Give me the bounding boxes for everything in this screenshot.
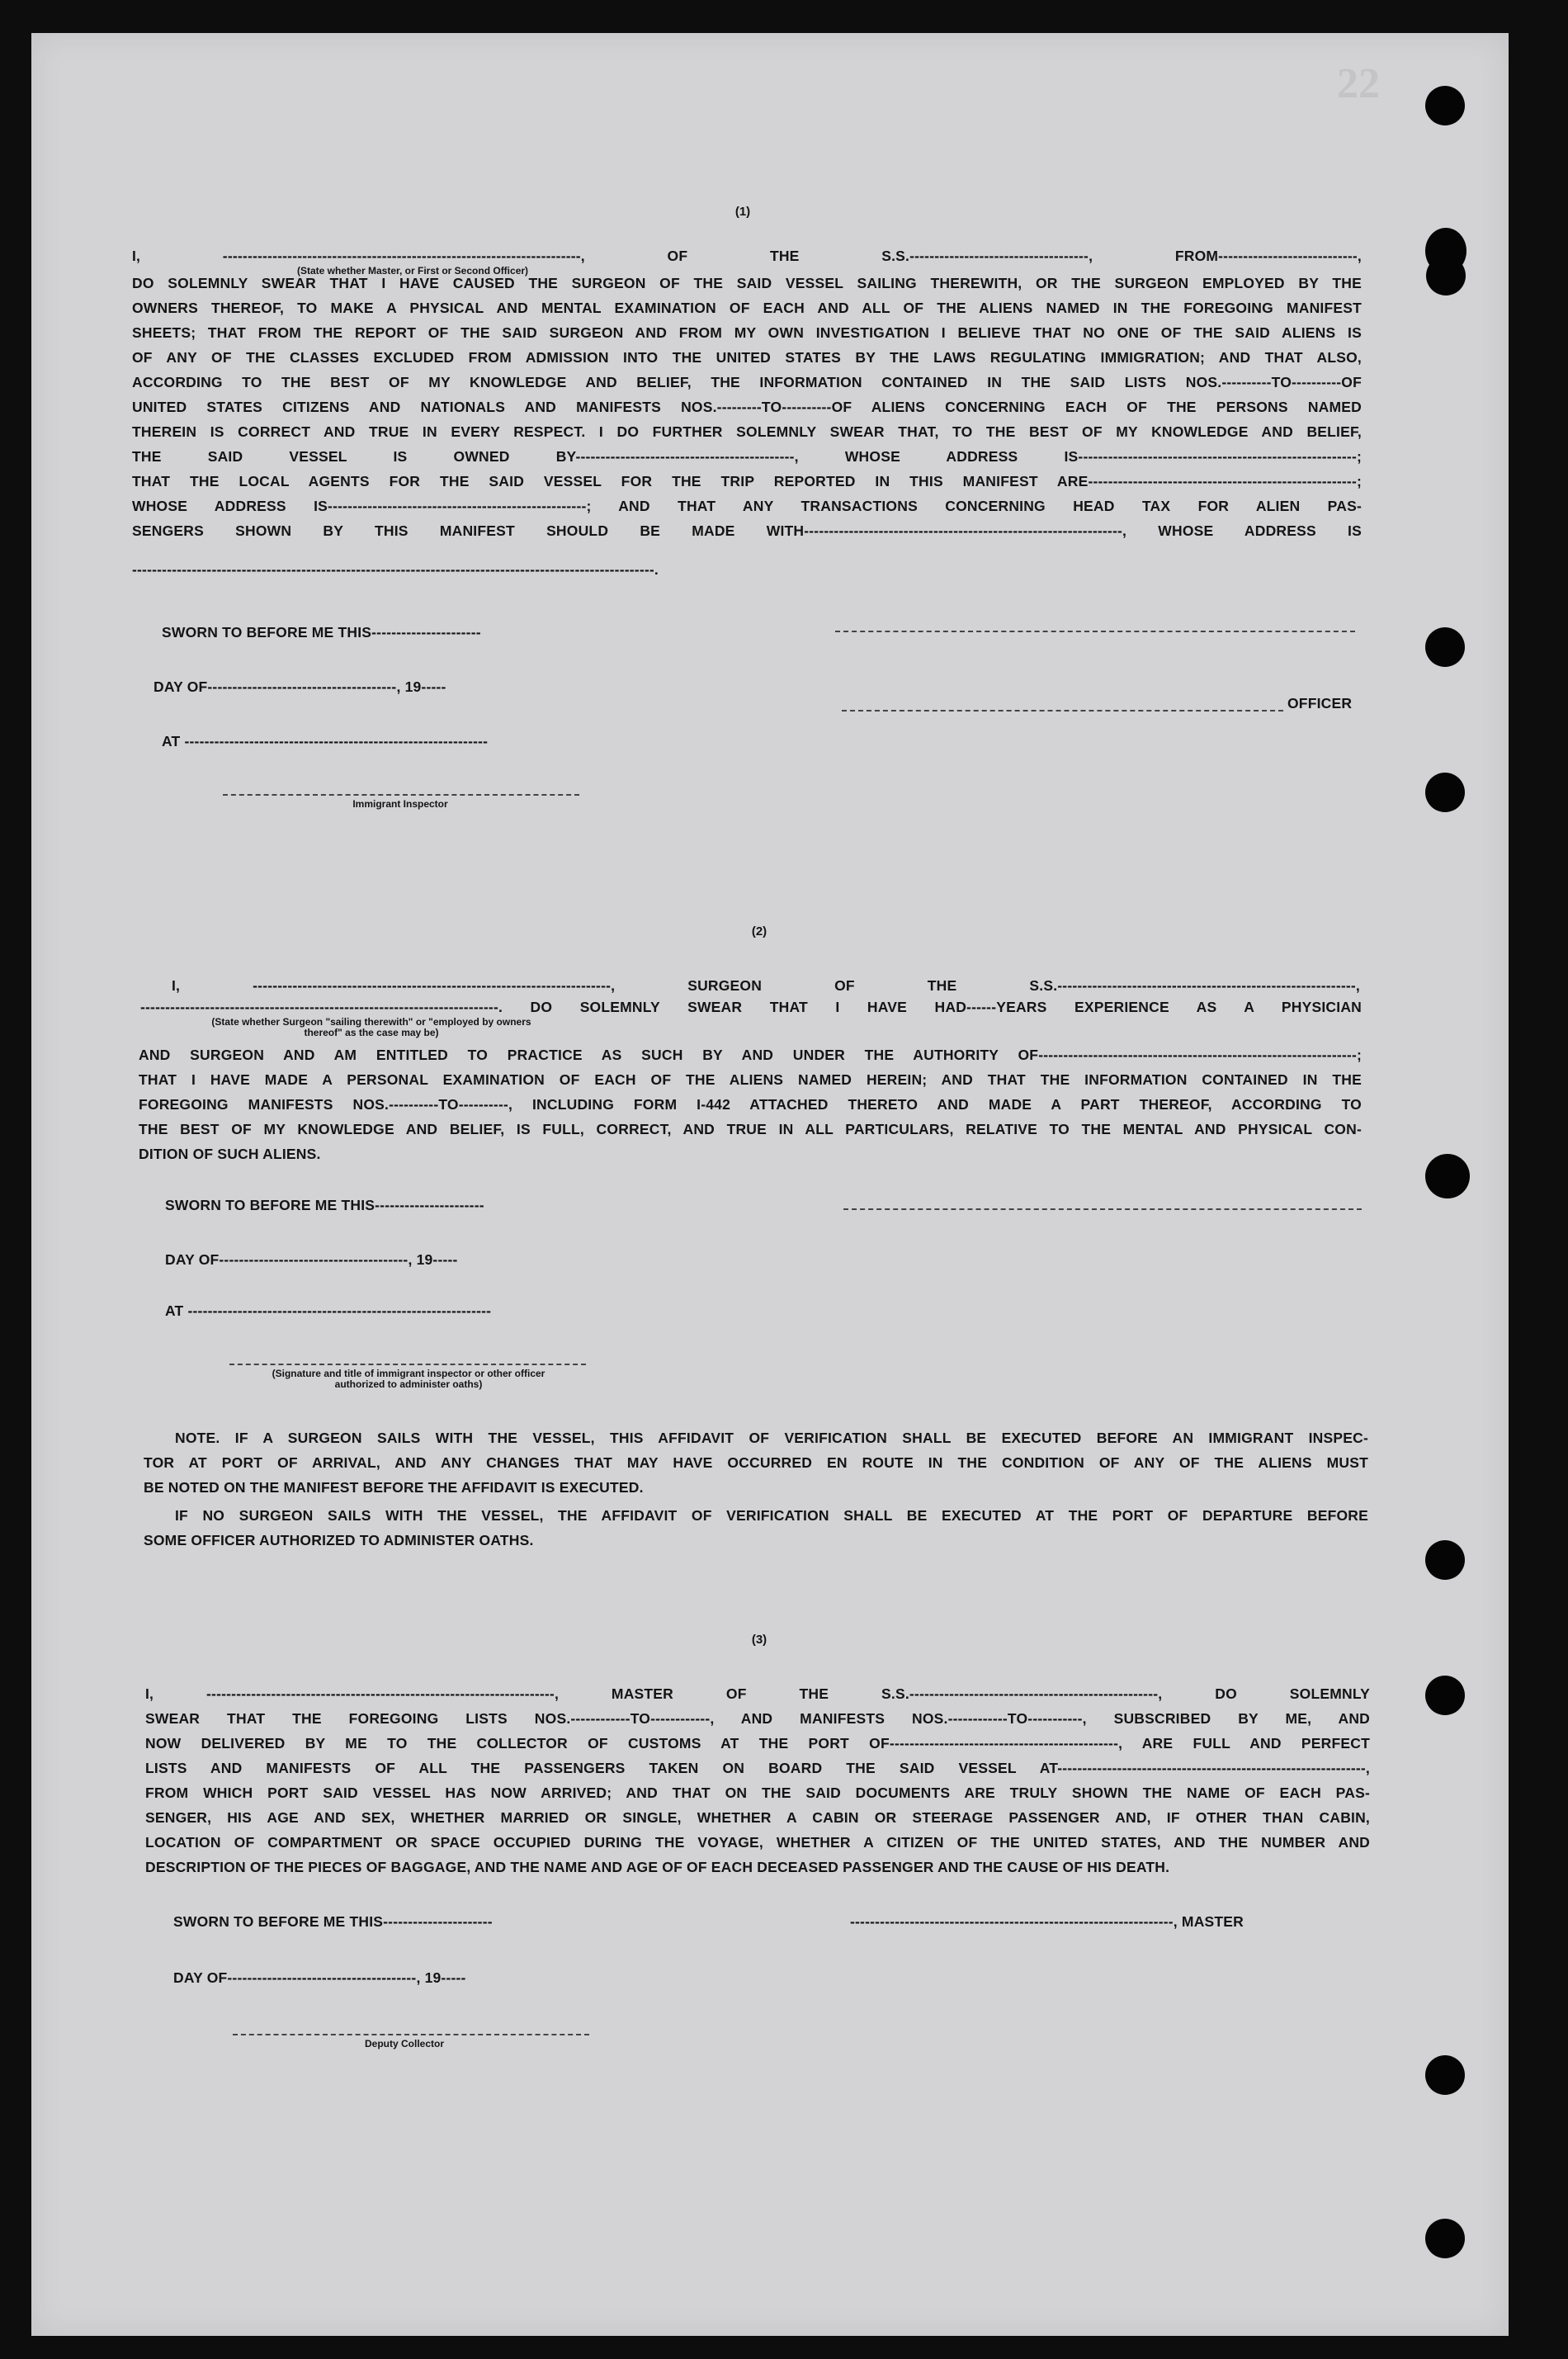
section-2-note-last-line: SOME OFFICER AUTHORIZED TO ADMINISTER OATHS.	[144, 1532, 534, 1548]
section-2-body-line: THE BEST OF MY KNOWLEDGE AND BELIEF, IS FULL, CORRECT, AND TRUE IN ALL PARTICULARS, RELATIVE TO THE MENTAL AND PHYSICAL CON-	[139, 1121, 1362, 1137]
section-3-collector-signature-line	[233, 2034, 589, 2035]
section-3-body-line: SENGER, HIS AGE AND SEX, WHETHER MARRIED OR SINGLE, WHETHER A CABIN OR STEERAGE PASSENGER AND, IF OTHER THAN CABIN,	[145, 1809, 1370, 1826]
section-1-officer-signature-line	[835, 631, 1355, 632]
binder-hole-icon	[1425, 1154, 1470, 1198]
section-3-sworn: SWORN TO BEFORE ME THIS----------------------	[173, 1913, 493, 1930]
section-1-officer-label: OFFICER	[1287, 695, 1353, 711]
section-2-surgeon-note: (State whether Surgeon "sailing therewith" or "employed by owners thereof" as the case may be)	[211, 1016, 531, 1038]
section-1-body-line: THE SAID VESSEL IS OWNED BY--------------------------------------------, WHOSE ADDRESS IS--------------------------------------------------------;	[132, 448, 1362, 465]
section-2-surgeon-signature-line	[843, 1208, 1362, 1210]
section-1-body-line: SENGERS SHOWN BY THIS MANIFEST SHOULD BE MADE WITH----------------------------------------------------------------, WHOSE ADDRESS IS	[132, 522, 1362, 539]
section-2-at: AT -------------------------------------------------------------	[165, 1302, 492, 1319]
section-2-inspector-signature-line	[229, 1364, 586, 1365]
section-1-body-line: OF ANY OF THE CLASSES EXCLUDED FROM ADMISSION INTO THE UNITED STATES BY THE LAWS REGULATING IMMIGRATION; AND THAT ALSO,	[132, 349, 1362, 366]
binder-hole-icon	[1426, 256, 1466, 295]
section-1-body-line: SHEETS; THAT FROM THE REPORT OF THE SAID SURGEON AND FROM MY OWN INVESTIGATION I BELIEVE THAT NO ONE OF THE SAID ALIENS IS	[132, 324, 1362, 341]
binder-hole-icon	[1425, 1540, 1465, 1580]
section-2-note-line: TOR AT PORT OF ARRIVAL, AND ANY CHANGES THAT MAY HAVE OCCURRED EN ROUTE IN THE CONDITION OF ANY OF THE ALIENS MUST	[144, 1454, 1368, 1471]
section-2-last-line: DITION OF SUCH ALIENS.	[139, 1146, 321, 1162]
section-1-sworn: SWORN TO BEFORE ME THIS----------------------	[162, 624, 481, 641]
section-3-day: DAY OF--------------------------------------, 19-----	[173, 1969, 466, 1986]
section-3-body-line: SWEAR THAT THE FOREGOING LISTS NOS.------------TO------------, AND MANIFESTS NOS.------------TO-----------, SUBSCRIBED BY ME, AND	[145, 1710, 1370, 1727]
section-2-body-line: FOREGOING MANIFESTS NOS.----------TO----------, INCLUDING FORM I-442 ATTACHED THERETO AND MADE A PART THEREOF, ACCORDING TO	[139, 1096, 1362, 1113]
section-1-inspector-signature-line	[223, 794, 579, 796]
section-3-body-line: NOW DELIVERED BY ME TO THE COLLECTOR OF CUSTOMS AT THE PORT OF----------------------------------------------, ARE FULL AND PERFECT	[145, 1735, 1370, 1752]
section-2-body-line: AND SURGEON AND AM ENTITLED TO PRACTICE AS SUCH BY AND UNDER THE AUTHORITY OF----------------------------------------------------------------;	[139, 1047, 1362, 1063]
binder-hole-icon	[1425, 1676, 1465, 1715]
section-3-body-line: LOCATION OF COMPARTMENT OR SPACE OCCUPIED DURING THE VOYAGE, WHETHER A CITIZEN OF THE UNITED STATES, AND THE NUMBER AND	[145, 1834, 1370, 1851]
section-1-body-line: THAT THE LOCAL AGENTS FOR THE SAID VESSEL FOR THE TRIP REPORTED IN THIS MANIFEST ARE------------------------------------------------------;	[132, 473, 1362, 489]
binder-hole-icon	[1425, 2219, 1465, 2258]
section-1-officer-note: (State whether Master, or First or Second Officer)	[296, 265, 529, 277]
section-1-body-line: UNITED STATES CITIZENS AND NATIONALS AND MANIFESTS NOS.---------TO----------OF ALIENS CONCERNING EACH OF THE PERSONS NAMED	[132, 399, 1362, 415]
binder-hole-icon	[1425, 86, 1465, 125]
section-1-body-line: DO SOLEMNLY SWEAR THAT I HAVE CAUSED THE SURGEON OF THE SAID VESSEL SAILING THEREWITH, OR THE SURGEON EMPLOYED BY THE	[132, 275, 1362, 291]
section-2-note-line: NOTE. IF A SURGEON SAILS WITH THE VESSEL, THIS AFFIDAVIT OF VERIFICATION SHALL BE EXECUTED BEFORE AN IMMIGRANT INSPEC-	[175, 1430, 1368, 1446]
section-1-at: AT -------------------------------------------------------------	[162, 733, 489, 749]
section-1-inspector-caption: Immigrant Inspector	[352, 798, 448, 810]
corner-page-mark: 22	[1337, 60, 1380, 107]
binder-hole-icon	[1425, 627, 1465, 667]
section-1-body-line: WHOSE ADDRESS IS----------------------------------------------------; AND THAT ANY TRANSACTIONS CONCERNING HEAD TAX FOR ALIEN PAS-	[132, 498, 1362, 514]
section-3-body-line: FROM WHICH PORT SAID VESSEL HAS NOW ARRIVED; AND THAT ON THE SAID DOCUMENTS ARE TRULY SHOWN THE NAME OF EACH PAS-	[145, 1785, 1370, 1801]
section-1-officer-title-line	[842, 710, 1283, 711]
binder-hole-icon	[1425, 2055, 1465, 2095]
section-1-number: (1)	[734, 205, 751, 219]
section-2-day: DAY OF--------------------------------------, 19-----	[165, 1251, 458, 1268]
section-3-body-last-line: DESCRIPTION OF THE PIECES OF BAGGAGE, AND THE NAME AND AGE OF OF EACH DECEASED PASSENGER AND THE CAUSE OF HIS DEATH.	[145, 1859, 1170, 1875]
section-1-body-line: OWNERS THEREOF, TO MAKE A PHYSICAL AND MENTAL EXAMINATION OF EACH AND ALL OF THE ALIENS NAMED IN THE FOREGOING MANIFEST	[132, 300, 1362, 316]
section-1-opening-line: I, ------------------------------------------------------------------------, OF THE S.S.------------------------------------, FROM----------------------------,	[132, 248, 1362, 264]
section-3-body-line: LISTS AND MANIFESTS OF ALL THE PASSENGERS TAKEN ON BOARD THE SAID VESSEL AT--------------------------------------------------------------,	[145, 1760, 1370, 1776]
section-3-number: (3)	[751, 1633, 767, 1647]
section-3-body-line: I, ----------------------------------------------------------------------, MASTER OF THE S.S.--------------------------------------------------, DO SOLEMNLY	[145, 1685, 1370, 1702]
section-2-number: (2)	[751, 924, 767, 938]
section-2-note-last-line: BE NOTED ON THE MANIFEST BEFORE THE AFFIDAVIT IS EXECUTED.	[144, 1479, 644, 1496]
section-2-note-line: IF NO SURGEON SAILS WITH THE VESSEL, THE AFFIDAVIT OF VERIFICATION SHALL BE EXECUTED AT THE PORT OF DEPARTURE BEFORE	[175, 1507, 1368, 1524]
section-1-body-line: THEREIN IS CORRECT AND TRUE IN EVERY RESPECT. I DO FURTHER SOLEMNLY SWEAR THAT, TO THE BEST OF MY KNOWLEDGE AND BELIEF,	[132, 423, 1362, 440]
section-2-sworn: SWORN TO BEFORE ME THIS----------------------	[165, 1197, 484, 1213]
section-1-body-line: ACCORDING TO THE BEST OF MY KNOWLEDGE AND BELIEF, THE INFORMATION CONTAINED IN THE SAID LISTS NOS.----------TO----------OF	[132, 374, 1362, 390]
section-2-body-line: THAT I HAVE MADE A PERSONAL EXAMINATION OF EACH OF THE ALIENS NAMED HEREIN; AND THAT THE INFORMATION CONTAINED IN THE	[139, 1071, 1362, 1088]
section-1-last-line: ---------------------------------------------------------------------------------------------------------.	[132, 561, 659, 578]
section-1-day: DAY OF--------------------------------------, 19-----	[153, 678, 446, 695]
section-3-collector-caption: Deputy Collector	[364, 2038, 444, 2049]
section-2-opening-line: I, ------------------------------------------------------------------------, SURGEON OF THE S.S.------------------------------------------------------------,	[172, 977, 1360, 994]
section-2-inspector-caption: (Signature and title of immigrant inspector or other officer authorized to administer oaths)	[272, 1368, 545, 1390]
binder-hole-icon	[1425, 773, 1465, 812]
section-2-second-line: ------------------------------------------------------------------------. DO SOLEMNLY SWEAR THAT I HAVE HAD------YEARS EXPERIENCE AS A PHYSICIAN	[140, 999, 1362, 1015]
section-3-master-signature: -----------------------------------------------------------------, MASTER	[850, 1913, 1244, 1930]
